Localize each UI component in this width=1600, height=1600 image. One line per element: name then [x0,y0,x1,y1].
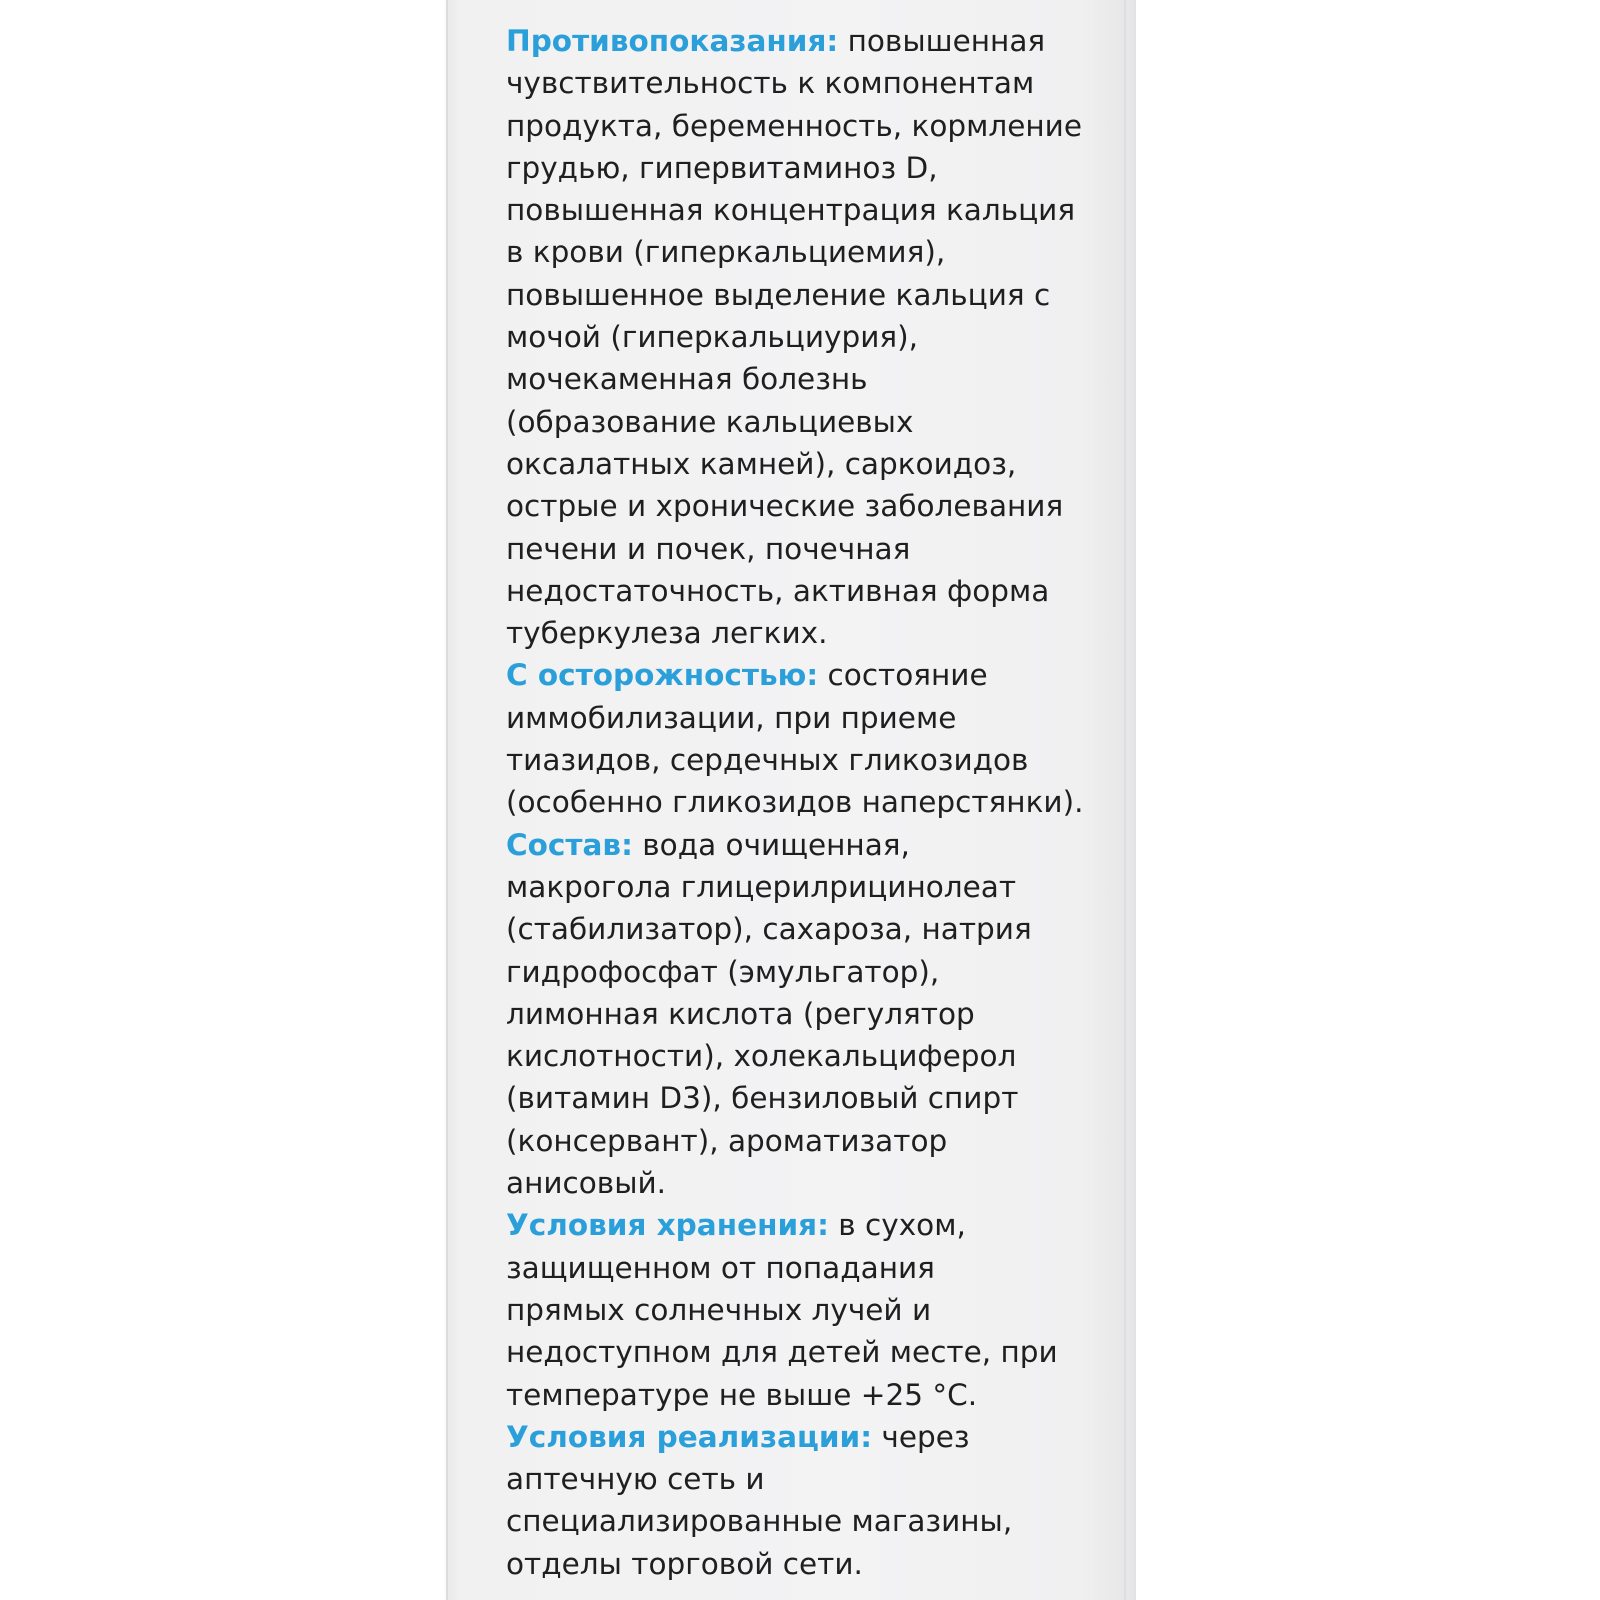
text-line: печени и почек, почечная [506,531,911,566]
text-line: защищенном от попадания [506,1250,935,1285]
text-line: оксалатных камней), саркоидоз, [506,446,1017,481]
text-line: (особенно гликозидов наперстянки). [506,785,1084,820]
text-line: продукта, беременность, кормление [506,108,1082,143]
section-caution [506,654,1116,823]
section-composition [506,824,1116,1205]
text-line: мочой (гиперкальциурия), [506,320,919,355]
text-line: макрогола глицерилрицинолеат [506,869,1017,904]
text-line: острые и хронические заболевания [506,489,1064,524]
text-line: повышенная концентрация кальция [506,193,1076,228]
product-label-text [506,20,1116,1585]
text-line: туберкулеза легких. [506,616,828,651]
text-line: повышенная [847,24,1046,58]
text-line: недоступном для детей месте, при [506,1335,1058,1370]
section-heading-contraindications: Противопоказания: [506,24,839,58]
text-line: повышенное выделение кальция с [506,277,1051,312]
box-right-crease [1124,0,1126,1600]
text-line: иммобилизации, при приеме [506,700,957,735]
section-heading-composition: Состав: [506,827,633,862]
text-line: кислотности), холекальциферол [506,1039,1017,1074]
section-storage-conditions [506,1204,1116,1415]
text-line: недостаточность, активная форма [506,573,1050,608]
text-line: тиазидов, сердечных гликозидов [506,743,1029,778]
text-line: аптечную сеть и [506,1462,765,1497]
section-heading-caution: С осторожностью: [506,658,819,693]
text-line: лимонная кислота (регулятор [506,996,975,1031]
box-left-edge [446,0,448,1600]
section-heading-sale: Условия реализации: [506,1419,873,1454]
section-sale-conditions [506,1416,1116,1585]
text-line: грудью, гипервитаминоз D, [506,150,938,185]
text-line: в крови (гиперкальциемия), [506,235,946,270]
section-heading-storage: Условия хранения: [506,1208,829,1243]
text-line: гидрофосфат (эмульгатор), [506,954,940,989]
text-line: (консервант), ароматизатор [506,1123,948,1158]
section-contraindications [506,20,1116,654]
text-line: анисовый. [506,1166,667,1201]
box-right-edge [1134,0,1136,1600]
text-line: вода очищенная, [642,827,910,862]
text-line: отделы торговой сети. [506,1546,863,1581]
text-line: мочекаменная болезнь [506,362,868,397]
text-line: через [881,1419,970,1454]
text-line: в сухом, [838,1208,966,1243]
text-line: прямых солнечных лучей и [506,1292,932,1327]
text-line: (образование кальциевых [506,404,914,439]
text-line: состояние [827,658,988,693]
text-line: (стабилизатор), сахароза, натрия [506,912,1032,947]
text-line: температуре не выше +25 °С. [506,1377,978,1412]
text-line: специализированные магазины, [506,1504,1013,1539]
text-line: чувствительность к компонентам [506,66,1035,101]
text-line: (витамин D3), бензиловый спирт [506,1081,1019,1116]
